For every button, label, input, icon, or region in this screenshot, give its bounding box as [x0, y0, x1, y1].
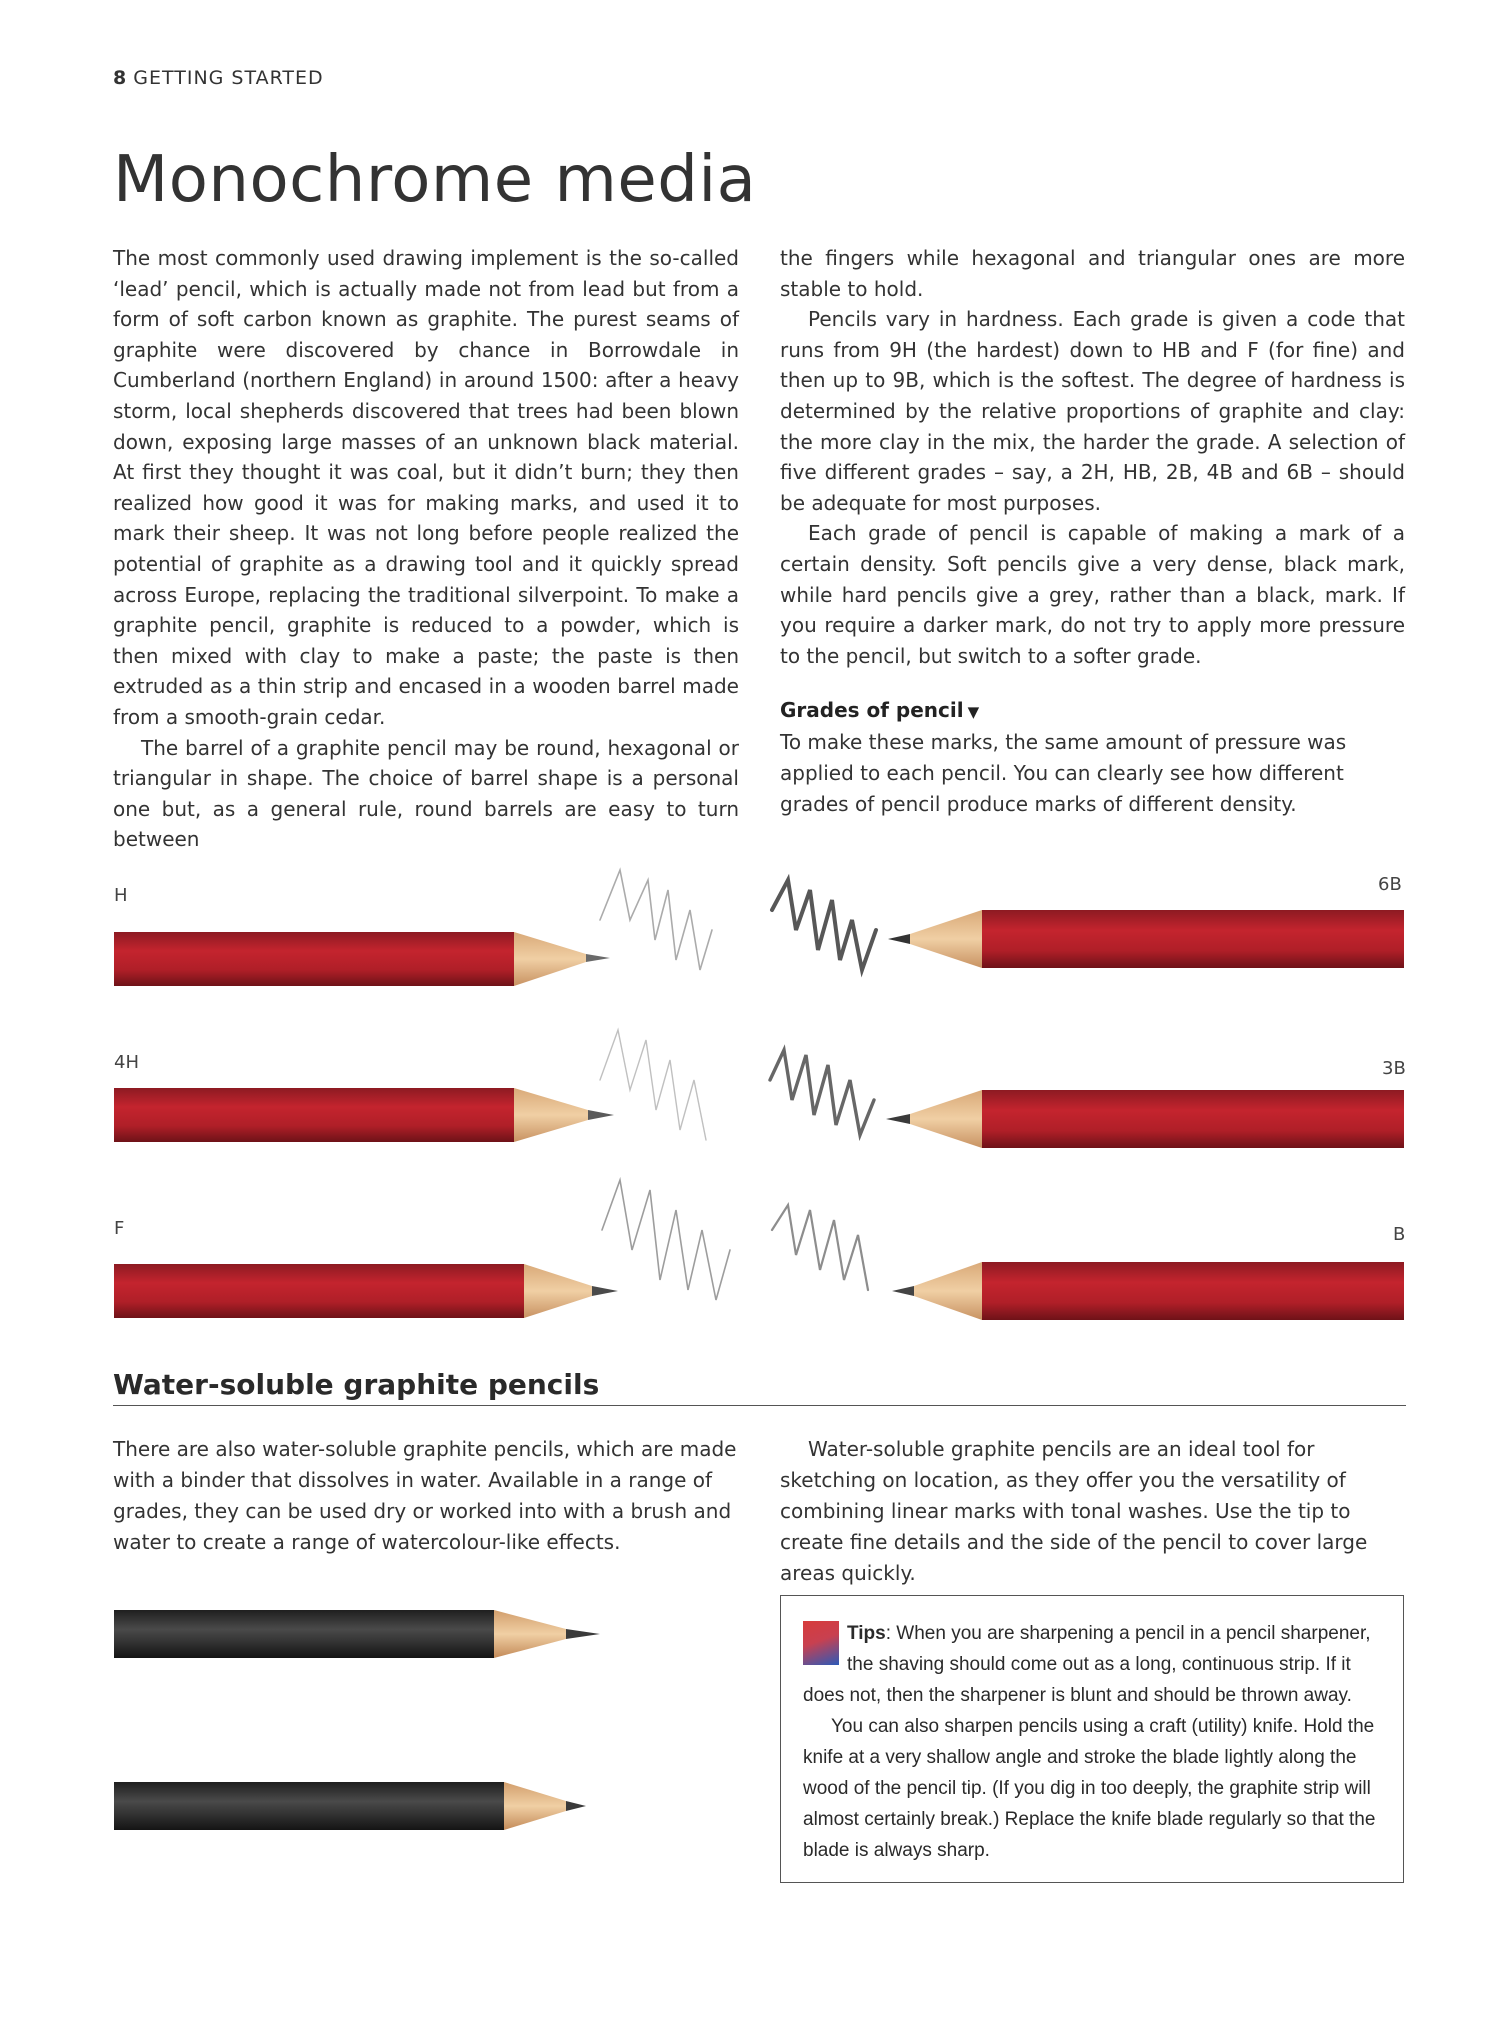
section-name: GETTING STARTED: [133, 67, 324, 89]
mark-3b: [770, 1050, 874, 1135]
mark-h: [600, 870, 712, 970]
grade-label-b: B: [1393, 1224, 1406, 1245]
pencil-h: [114, 932, 610, 986]
grade-label-6b: 6B: [1378, 874, 1402, 895]
intro-left-column: [113, 243, 739, 855]
running-head: [113, 67, 324, 89]
tips-icon: [803, 1621, 839, 1665]
page-number: 8: [113, 67, 128, 89]
section-divider: [113, 1405, 1406, 1406]
tips-first-text: : When you are sharpening a pencil in a pencil sharpener, the shaving should come out as a long, continuous strip. If it does not, then the sharpener is blunt and should be thrown away.: [803, 1623, 1371, 1706]
triangle-down-icon: ▼: [967, 703, 980, 722]
intro-right-column: [780, 243, 1405, 819]
grades-heading-text: Grades of pencil: [780, 698, 964, 723]
mark-6b: [772, 880, 876, 970]
mark-b: [772, 1205, 868, 1290]
water-soluble-right-text: [780, 1434, 1405, 1589]
tips-paragraph-1: [803, 1618, 1381, 1711]
tips-paragraph-2: You can also sharpen pencils using a craft (utility) knife. Hold the knife at a very shallow angle and stroke the blade lightly along the wood of the pencil tip. (If you dig in too deeply, the graphite strip will almost certainly break.) Replace the knife blade regularly so that the blade is always sharp.: [803, 1716, 1376, 1861]
page-title: Monochrome media: [113, 143, 757, 217]
pencil-f: [114, 1264, 618, 1318]
water-soluble-pencils-illustration: [0, 1590, 700, 1860]
pencil-grades-illustration: [0, 850, 1500, 1350]
pencil-3b: [886, 1090, 1404, 1148]
intro-paragraph-1: The most commonly used drawing implement is the so-called ‘lead’ pencil, which is actually made not from lead but from a form of soft carbon known as graphite. The purest seams of graphite were discovered by chance in Borrowdale in Cumberland (northern England) in around 1500: after a heavy storm, local shepherds discovered that trees had been blown down, exposing large masses of an unknown black material. At first they thought it was coal, but it didn’t burn; they then realized how good it was for making marks, and used it to mark their sheep. It was not long before people realized the potential of graphite as a drawing tool and it quickly spread across Europe, replacing the traditional silverpoint. To make a graphite pencil, graphite is reduced to a powder, which is then mixed with clay to make a paste; the paste is then extruded as a thin strip and encased in a wooden barrel made from a smooth-grain cedar.: [113, 246, 739, 729]
mark-4h: [600, 1030, 706, 1140]
grade-label-f: F: [114, 1218, 125, 1239]
mark-f: [602, 1180, 730, 1300]
intro-paragraph-3: the fingers while hexagonal and triangular ones are more stable to hold.: [780, 246, 1405, 301]
grades-heading: [780, 695, 1405, 727]
grades-caption: To make these marks, the same amount of pressure was applied to each pencil. You can clearly see how different grades of pencil produce marks of different density.: [780, 730, 1347, 816]
grade-label-4h: 4H: [114, 1052, 139, 1073]
water-soluble-left-text: [113, 1434, 739, 1558]
water-soluble-pencil-2: [114, 1782, 586, 1830]
grade-label-3b: 3B: [1382, 1058, 1406, 1079]
pencil-b: [892, 1262, 1404, 1320]
grade-label-h: H: [114, 885, 128, 906]
tips-box: [780, 1595, 1404, 1883]
intro-paragraph-2: The barrel of a graphite pencil may be round, hexagonal or triangular in shape. The choice of barrel shape is a personal one but, as a general rule, round barrels are easy to turn between: [113, 735, 739, 852]
water-soluble-paragraph-1: There are also water-soluble graphite pencils, which are made with a binder that dissolves in water. Available in a range of grades, they can be used dry or worked into with a brush and water to create a range of watercolour-like effects.: [113, 1437, 737, 1554]
scribble-marks: [600, 870, 876, 1300]
intro-paragraph-4: Pencils vary in hardness. Each grade is given a code that runs from 9H (the hardest) down to HB and F (for fine) and then up to 9B, which is the softest. The degree of hardness is determined by the relative proportions of graphite and clay: the more clay in the mix, the harder the grade. A selection of five different grades – say, a 2H, HB, 2B, 4B and 6B – should be adequate for most purposes.: [780, 307, 1405, 515]
pencil-6b: [888, 910, 1404, 968]
water-soluble-paragraph-2: Water-soluble graphite pencils are an ideal tool for sketching on location, as they offer you the versatility of combining linear marks with tonal washes. Use the tip to create fine details and the side of the pencil to cover large areas quickly.: [780, 1437, 1368, 1585]
tips-label: Tips: [847, 1623, 886, 1644]
pencil-4h: [114, 1088, 614, 1142]
water-soluble-pencil-1: [114, 1610, 600, 1658]
intro-paragraph-5: Each grade of pencil is capable of making a mark of a certain density. Soft pencils give a very dense, black mark, while hard pencils give a grey, rather than a black, mark. If you require a darker mark, do not try to apply more pressure to the pencil, but switch to a softer grade.: [780, 521, 1405, 668]
water-soluble-heading: Water-soluble graphite pencils: [113, 1368, 600, 1401]
